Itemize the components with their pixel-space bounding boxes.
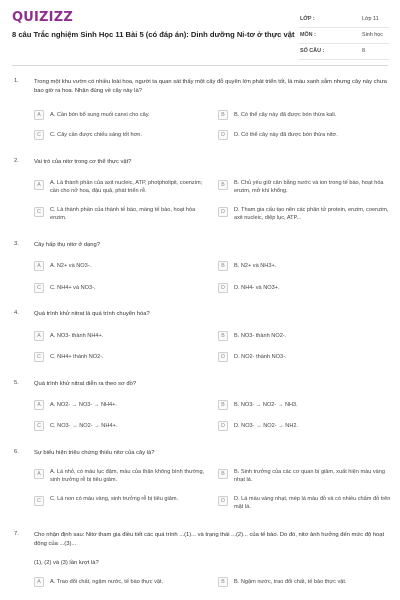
option-letter: C — [34, 421, 44, 431]
option-letter: B — [218, 180, 228, 190]
q3-option-d[interactable] — [218, 283, 390, 297]
option-letter: D — [218, 207, 228, 217]
question-number: 2. — [14, 158, 19, 164]
option-letter: C — [34, 496, 44, 506]
option-text: B. NO3- → NO2- → NH3. — [234, 402, 298, 408]
meta-row-class — [298, 12, 390, 28]
option-text: B. N2+ và NH3+. — [234, 263, 277, 269]
option-text: D. Tham gia cấu tạo nên các phân tử protein, enzim, coenzim, axit nucleic, diệp lục, ATP... — [234, 207, 389, 221]
option-text: C. NH4+ và NO3-. — [50, 285, 96, 291]
question-text: Quá trình khử nitrat diễn ra theo sơ đồ? — [34, 381, 137, 387]
q5-option-c[interactable] — [34, 421, 206, 435]
option-text: C. Cây cần được chiếu sáng tốt hơn. — [50, 132, 142, 138]
q4-option-c[interactable] — [34, 352, 206, 366]
meta-label: MÔN : — [300, 32, 316, 38]
q3-option-a[interactable] — [34, 261, 206, 275]
meta-label: LỚP : — [300, 16, 315, 22]
option-letter: D — [218, 352, 228, 362]
q4-option-d[interactable] — [218, 352, 390, 366]
q1-option-a[interactable] — [34, 110, 206, 124]
option-letter: C — [34, 207, 44, 217]
option-letter: A — [34, 469, 44, 479]
page-title: 8 câu Trắc nghiệm Sinh Học 11 Bài 5 (có đáp án): Dinh dưỡng Ni-tơ ở thực vật — [12, 30, 295, 39]
q1-option-c[interactable] — [34, 130, 206, 144]
option-text: B. Chủ yếu giữ cân bằng nước và ion trong tế bào, hoạt hóa enzim, mở khí khổng. — [234, 180, 384, 194]
option-letter: D — [218, 283, 228, 293]
option-letter: C — [34, 130, 44, 140]
header-divider — [12, 65, 388, 66]
option-letter: A — [34, 261, 44, 271]
question-text: Vai trò của nitơ trong cơ thể thực vật? — [34, 159, 132, 165]
question-text: Cho nhận định sau: Nitơ tham gia điều tiết các quá trình ...(1)... và trạng thái ...(2)... của tế bào. Do đó, nitơ ảnh hưởng đến mức độ hoạt động của ...(3)... — [34, 532, 385, 547]
option-letter: D — [218, 421, 228, 431]
meta-value: 8 — [362, 48, 365, 54]
q3-option-b[interactable] — [218, 261, 390, 275]
q5-option-b[interactable] — [218, 400, 390, 414]
option-letter: A — [34, 110, 44, 120]
question-number: 6. — [14, 449, 19, 455]
question-number: 7. — [14, 531, 19, 537]
option-text: D. NO2- thành NO3-. — [234, 354, 287, 360]
option-letter: C — [34, 352, 44, 362]
q2-option-b[interactable] — [218, 178, 390, 198]
q4-option-a[interactable] — [34, 331, 206, 345]
option-letter: B — [218, 110, 228, 120]
q7-option-a[interactable] — [34, 577, 206, 591]
option-text: D. NO3- → NO2- → NH2. — [234, 423, 299, 429]
q3-option-c[interactable] — [34, 283, 206, 297]
option-text: B. NO3- thành NO2-. — [234, 333, 287, 339]
question-subtext: (1), (2) và (3) lần lượt là? — [34, 560, 99, 566]
meta-row-subject — [298, 28, 390, 44]
question-text: Trong một khu vườn có nhiều loài hoa, người ta quan sát thấy một cây đỗ quyên lớn phát triển tốt, lá màu xanh sẫm nhưng cây này chưa bao giờ ra hoa. Nhận đúng về cây này là? — [34, 79, 387, 94]
option-text: C. Là thành phần của thành tế bào, màng tế bào, hoạt hóa enzim. — [50, 207, 196, 221]
q1-option-d[interactable] — [218, 130, 390, 144]
option-text: D. Lá màu vàng nhạt, mép lá màu đỏ và có nhiều chấm đỏ trên mặt lá. — [234, 496, 391, 510]
question-number: 5. — [14, 380, 19, 386]
option-text: A. Lá nhỏ, có màu lục đậm, màu của thân không bình thường, sinh trưởng rễ bị tiêu giảm. — [50, 469, 205, 483]
option-letter: C — [34, 283, 44, 293]
meta-row-count — [298, 44, 390, 60]
question-text: Quá trình khử nitrat là quá trình chuyển hóa? — [34, 311, 150, 317]
option-letter: B — [218, 577, 228, 587]
option-letter: B — [218, 400, 228, 410]
option-text: C. NO3- → NO2- → NH4+. — [50, 423, 118, 429]
option-letter: B — [218, 331, 228, 341]
option-letter: D — [218, 130, 228, 140]
option-letter: D — [218, 496, 228, 506]
q5-option-d[interactable] — [218, 421, 390, 435]
question-number: 4. — [14, 310, 19, 316]
q2-option-c[interactable] — [34, 205, 206, 225]
option-text: D. NH4- và NO3+. — [234, 285, 280, 291]
header — [0, 0, 400, 58]
q2-option-d[interactable] — [218, 205, 390, 225]
question-text: Cây hấp thụ nitơ ở dạng? — [34, 242, 100, 248]
option-text: C. Lá non có màu vàng, sinh trưởng rễ bị tiêu giảm. — [50, 496, 179, 502]
q7-option-b[interactable] — [218, 577, 390, 591]
option-letter: A — [34, 577, 44, 587]
option-text: B. Ngậm nước, trao đổi chất, tế bào thực vật. — [234, 579, 347, 585]
q6-option-d[interactable] — [218, 494, 390, 514]
question-text: Sự biểu hiện triệu chứng thiếu nitơ của cây là? — [34, 450, 155, 456]
meta-table — [298, 12, 390, 60]
q1-option-b[interactable] — [218, 110, 390, 124]
q6-option-b[interactable] — [218, 467, 390, 487]
option-text: B. Có thể cây này đã được bón thừa kali. — [234, 112, 337, 118]
option-text: A. N2+ và NO3-. — [50, 263, 92, 269]
meta-label: SỐ CÂU : — [300, 48, 325, 54]
q2-option-a[interactable] — [34, 178, 206, 198]
option-text: A. Là thành phần của axit nucleic, ATP, photpholipit, coenzim; cần cho nở hoa, đậu quả, phát triển rễ. — [50, 180, 203, 194]
quizizz-logo[interactable]: QUIZIZZ — [12, 10, 73, 25]
question-number: 1. — [14, 78, 19, 84]
q5-option-a[interactable] — [34, 400, 206, 414]
meta-value: Lớp 11 — [362, 16, 379, 22]
option-text: A. NO2- → NO3- → NH4+. — [50, 402, 117, 408]
option-letter: B — [218, 469, 228, 479]
question-number: 3. — [14, 241, 19, 247]
meta-value: Sinh học — [362, 32, 383, 38]
option-text: A. Trao đổi chất, ngậm nước, tế bào thực vật. — [50, 579, 164, 585]
q6-option-c[interactable] — [34, 494, 206, 514]
option-text: A. Cần bón bổ sung muối canxi cho cây. — [50, 112, 150, 118]
option-text: D. Có thể cây này đã được bón thừa nitơ. — [234, 132, 338, 138]
option-letter: A — [34, 331, 44, 341]
q6-option-a[interactable] — [34, 467, 206, 487]
q4-option-b[interactable] — [218, 331, 390, 345]
option-text: C. NH4+ thành NO2-. — [50, 354, 104, 360]
option-letter: B — [218, 261, 228, 271]
option-letter: A — [34, 180, 44, 190]
option-letter: A — [34, 400, 44, 410]
option-text: B. Sinh trưởng của các cơ quan bị giảm, xuất hiện màu vàng nhạt lá. — [234, 469, 386, 483]
option-text: A. NO3- thành NH4+. — [50, 333, 104, 339]
